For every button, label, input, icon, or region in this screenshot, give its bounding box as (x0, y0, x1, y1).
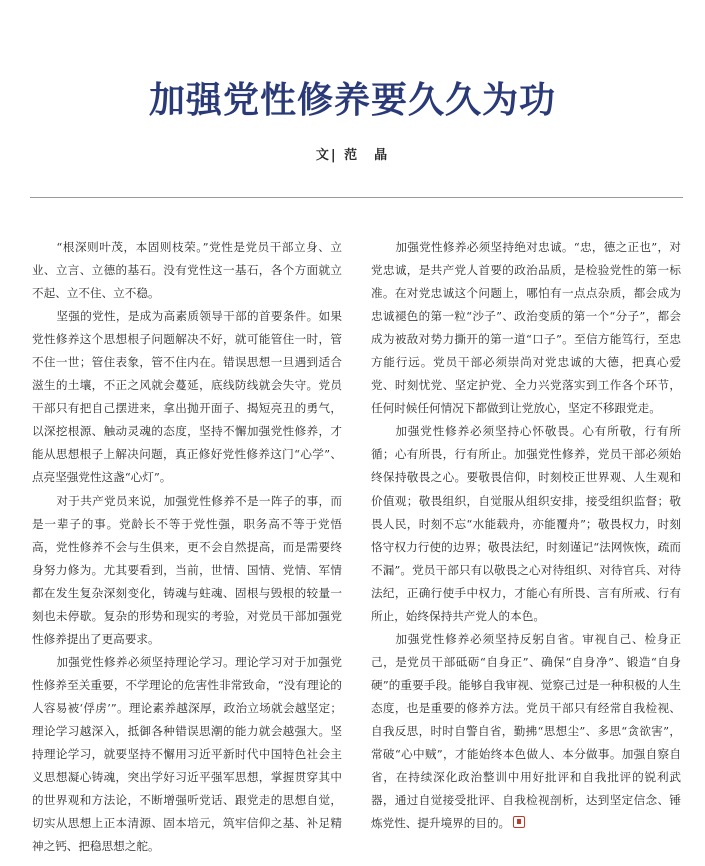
paragraph: “根深则叶茂，本固则枝荣。”党性是党员干部立身、立业、立言、立德的基石。没有党性这一基石，各个方面就立不起、立不住、立不稳。 (32, 240, 342, 301)
title-divider (30, 197, 683, 198)
paragraph: 加强党性修养必须坚持心怀敬畏。心有所敬，行有所循；心有所畏，行有所止。加强党性修养，党员干部必须始终保持敬畏之心。要敬畏信仰，时刻校正世界观、人生观和价值观；敬畏组织，自觉服从组织安排，接受组织监督；敬畏人民，时刻不忘“水能载舟，亦能覆舟”；敬畏权力，时刻恪守权力行使的边界；敬畏法纪，时刻谨记“法网恢恢，疏而不漏”。党员干部只有以敬畏之心对待组织、对待官兵、对待法纪，正确行使手中权力，才能心有所畏、言有所戒、行有所止，始终保持共产党人的本色。 (371, 424, 681, 623)
left-column (32, 236, 342, 858)
paragraph-last (371, 628, 681, 835)
end-mark-icon (513, 816, 525, 828)
author-byline: 文| 范 晶 (315, 148, 390, 163)
paragraph: 对于共产党员来说，加强党性修养不是一阵子的事，而是一辈子的事。党龄长不等于党性强，职务高不等于党悟高，党性修养不会与生俱来，更不会自然提高，而是需要终身努力修为。尤其要看到，当前，世情、国情、党情、军情都在发生复杂深刻变化，铸魂与蛀魂、固根与毁根的较量一刻也未停歇。复杂的形势和现实的考验，对党员干部加强党性修养提出了更高要求。 (32, 493, 342, 646)
paragraph: 坚强的党性，是成为高素质领导干部的首要条件。如果党性修养这个思想根子问题解决不好，就可能管住一时，管不住一世；管住表象，管不住内在。错误思想一旦遇到适合滋生的土壤，不正之风就会蔓延，底线防线就会失守。党员干部只有把自己摆进来，拿出抛开面子、揭短亮丑的勇气，以深挖根源、触动灵魂的态度，坚持不懈加强党性修养，才能从思想根子上解决问题，真正修好党性修养这门“心学”、点亮坚强党性这盏“心灯”。 (32, 309, 342, 485)
paragraph-text: 加强党性修养必须坚持反躬自省。审视自己、检身正己，是党员干部砥砺“自身正”、确保“自身净”、锻造“自身硬”的重要手段。能够自我审视、觉察己过是一种积极的人生态度，也是重要的修养方法。党员干部只有经常自我检视、自我反思，时时自警自省，勤拂“思想尘”、多思“贪欲害”，常破“心中贼”，才能始终本色做人、本分做事。加强自察自省，在持续深化政治整训中用好批评和自我批评的锐利武器，通过自觉接受批评、自我检视剖析，达到坚定信念、锤炼党性、提升境界的目的。 (371, 631, 681, 831)
paragraph: 加强党性修养必须坚持绝对忠诚。“忠，德之正也”，对党忠诚，是共产党人首要的政治品质，是检验党性的第一标准。在对党忠诚这个问题上，哪怕有一点点杂质，都会成为忠诚褪色的第一粒“沙子”、政治变质的第一个“分子”，都会成为被敌对势力撕开的第一道“口子”。至信方能笃行，至忠方能行远。党员干部必须崇尚对党忠诚的大德，把真心爱党、时刻忧党、坚定护党、全力兴党落实到工作各个环节，任何时候任何情况下都做到让党放心，坚定不移跟党走。 (371, 240, 681, 416)
right-column (371, 236, 681, 835)
paragraph: 加强党性修养必须坚持理论学习。理论学习对于加强党性修养至关重要，不学理论的危害性非常致命，“没有理论的人容易被‘俘虏’”。理论素养越深厚，政治立场就会越坚定；理论学习越深入，抵御各种错误思潮的能力就会越强大。坚持理论学习，就要坚持不懈用习近平新时代中国特色社会主义思想凝心铸魂，突出学好习近平强军思想，掌握贯穿其中的世界观和方法论，不断增强听党话、跟党走的思想自觉，切实从思想上正本清源、固本培元，筑牢信仰之基、补足精神之钙、把稳思想之舵。 (32, 654, 342, 854)
article-title: 加强党性修养要久久为功 (148, 80, 556, 121)
